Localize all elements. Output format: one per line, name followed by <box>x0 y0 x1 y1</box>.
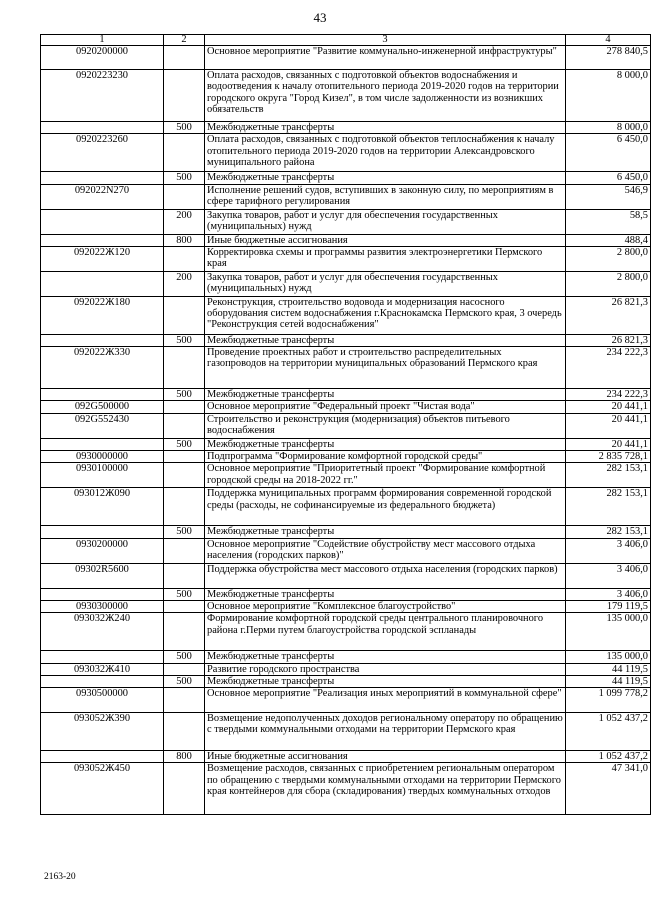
table-row <box>41 172 651 184</box>
amount-cell: 2 835 728,1 <box>566 451 651 463</box>
code-cell <box>41 234 164 246</box>
amount-cell: 3 406,0 <box>566 588 651 600</box>
name-cell: Межбюджетные трансферты <box>205 334 566 346</box>
type-cell <box>164 46 205 70</box>
table-row <box>41 451 651 463</box>
table-row <box>41 438 651 450</box>
table-row <box>41 134 651 172</box>
code-cell <box>41 526 164 538</box>
name-cell: Межбюджетные трансферты <box>205 675 566 687</box>
amount-cell: 1 052 437,2 <box>566 713 651 751</box>
name-cell: Основное мероприятие "Содействие обустройству мест массового отдыха населения (городских парков)" <box>205 538 566 563</box>
code-cell <box>41 334 164 346</box>
code-cell <box>41 438 164 450</box>
code-cell: 0920223230 <box>41 70 164 122</box>
table-row <box>41 389 651 401</box>
amount-cell: 6 450,0 <box>566 134 651 172</box>
table-row <box>41 296 651 334</box>
name-cell: Развитие городского пространства <box>205 663 566 675</box>
table-row <box>41 122 651 134</box>
type-cell: 500 <box>164 526 205 538</box>
amount-cell: 135 000,0 <box>566 651 651 663</box>
code-cell: 092022Ж120 <box>41 246 164 271</box>
amount-cell: 47 341,0 <box>566 763 651 815</box>
amount-cell: 546,9 <box>566 184 651 209</box>
table-row <box>41 563 651 588</box>
code-cell: 093032Ж410 <box>41 663 164 675</box>
code-cell: 0930000000 <box>41 451 164 463</box>
table-row <box>41 413 651 438</box>
amount-cell: 234 222,3 <box>566 347 651 389</box>
amount-cell: 20 441,1 <box>566 438 651 450</box>
table-row <box>41 46 651 70</box>
type-cell: 800 <box>164 751 205 763</box>
code-cell <box>41 651 164 663</box>
amount-cell: 26 821,3 <box>566 334 651 346</box>
amount-cell: 58,5 <box>566 209 651 234</box>
name-cell: Возмещение недополученных доходов региональному оператору по обращению с твердыми коммунальными отходами на территории Пермского края <box>205 713 566 751</box>
name-cell: Поддержка муниципальных программ формирования современной городской среды (расходы, не софинансируемые из федерального бюджета) <box>205 488 566 526</box>
code-cell: 0930200000 <box>41 538 164 563</box>
code-cell <box>41 122 164 134</box>
type-cell <box>164 246 205 271</box>
type-cell <box>164 401 205 413</box>
type-cell <box>164 538 205 563</box>
type-cell: 200 <box>164 271 205 296</box>
type-cell: 500 <box>164 172 205 184</box>
name-cell: Исполнение решений судов, вступивших в законную силу, по мероприятиям в сфере тарифного регулирования <box>205 184 566 209</box>
table-row <box>41 651 651 663</box>
amount-cell: 234 222,3 <box>566 389 651 401</box>
code-cell: 0920223260 <box>41 134 164 172</box>
table-row <box>41 184 651 209</box>
amount-cell: 179 119,5 <box>566 600 651 612</box>
name-cell: Межбюджетные трансферты <box>205 588 566 600</box>
table-row <box>41 751 651 763</box>
type-cell <box>164 688 205 713</box>
type-cell <box>164 600 205 612</box>
amount-cell: 44 119,5 <box>566 675 651 687</box>
code-cell <box>41 172 164 184</box>
name-cell: Межбюджетные трансферты <box>205 122 566 134</box>
name-cell: Межбюджетные трансферты <box>205 172 566 184</box>
name-cell: Иные бюджетные ассигнования <box>205 751 566 763</box>
table-row <box>41 526 651 538</box>
header-cell-4: 4 <box>566 35 651 46</box>
budget-table <box>40 34 651 815</box>
name-cell: Основное мероприятие "Реализация иных мероприятий в коммунальной сфере" <box>205 688 566 713</box>
type-cell <box>164 347 205 389</box>
name-cell: Иные бюджетные ассигнования <box>205 234 566 246</box>
type-cell <box>164 451 205 463</box>
type-cell <box>164 134 205 172</box>
amount-cell: 20 441,1 <box>566 401 651 413</box>
type-cell: 200 <box>164 209 205 234</box>
code-cell <box>41 209 164 234</box>
code-cell: 092022N270 <box>41 184 164 209</box>
amount-cell: 488,4 <box>566 234 651 246</box>
table-row <box>41 234 651 246</box>
amount-cell: 3 406,0 <box>566 538 651 563</box>
amount-cell: 1 052 437,2 <box>566 751 651 763</box>
amount-cell: 135 000,0 <box>566 613 651 651</box>
amount-cell: 6 450,0 <box>566 172 651 184</box>
amount-cell: 282 153,1 <box>566 526 651 538</box>
type-cell <box>164 613 205 651</box>
header-cell-3: 3 <box>205 35 566 46</box>
type-cell <box>164 413 205 438</box>
code-cell <box>41 588 164 600</box>
type-cell: 500 <box>164 334 205 346</box>
table-row <box>41 588 651 600</box>
table-row <box>41 613 651 651</box>
table-row <box>41 675 651 687</box>
name-cell: Основное мероприятие "Развитие коммунально-инженерной инфраструктуры" <box>205 46 566 70</box>
code-cell <box>41 271 164 296</box>
code-cell: 092022Ж330 <box>41 347 164 389</box>
document-code: 2163-20 <box>44 872 76 882</box>
name-cell: Проведение проектных работ и строительство распределительных газопроводов на территории муниципальных образований Пермского края <box>205 347 566 389</box>
code-cell: 0930500000 <box>41 688 164 713</box>
code-cell <box>41 751 164 763</box>
table-row <box>41 600 651 612</box>
code-cell: 092G500000 <box>41 401 164 413</box>
name-cell: Межбюджетные трансферты <box>205 389 566 401</box>
table-row <box>41 463 651 488</box>
code-cell <box>41 675 164 687</box>
name-cell: Реконструкция, строительство водовода и модернизация насосного оборудования систем водоснабжения г.Краснокамска Пермского края, 3 очередь "Реконструкция сетей водоснабжения" <box>205 296 566 334</box>
name-cell: Формирование комфортной городской среды центрального планировочного района г.Перми путем благоустройства городской эспланады <box>205 613 566 651</box>
amount-cell: 44 119,5 <box>566 663 651 675</box>
code-cell: 09302R5600 <box>41 563 164 588</box>
type-cell <box>164 184 205 209</box>
code-cell: 093052Ж390 <box>41 713 164 751</box>
amount-cell: 282 153,1 <box>566 488 651 526</box>
table-row <box>41 488 651 526</box>
type-cell: 500 <box>164 389 205 401</box>
name-cell: Строительство и реконструкция (модернизация) объектов питьевого водоснабжения <box>205 413 566 438</box>
name-cell: Закупка товаров, работ и услуг для обеспечения государственных (муниципальных) нужд <box>205 209 566 234</box>
type-cell <box>164 713 205 751</box>
type-cell: 500 <box>164 675 205 687</box>
type-cell: 800 <box>164 234 205 246</box>
table-row <box>41 663 651 675</box>
table-row <box>41 246 651 271</box>
type-cell <box>164 763 205 815</box>
name-cell: Межбюджетные трансферты <box>205 526 566 538</box>
type-cell: 500 <box>164 588 205 600</box>
name-cell: Корректировка схемы и программы развития электроэнергетики Пермского края <box>205 246 566 271</box>
name-cell: Закупка товаров, работ и услуг для обеспечения государственных (муниципальных) нужд <box>205 271 566 296</box>
name-cell: Оплата расходов, связанных с подготовкой объектов водоснабжения и водоотведения к началу отопительного периода 2019-2020 годов на территории городского округа "Город Кизел", в том числе задолженности из возникших обязательств <box>205 70 566 122</box>
header-cell-2: 2 <box>164 35 205 46</box>
code-cell: 093052Ж450 <box>41 763 164 815</box>
table-row <box>41 271 651 296</box>
name-cell: Подпрограмма "Формирование комфортной городской среды" <box>205 451 566 463</box>
code-cell: 0920200000 <box>41 46 164 70</box>
type-cell: 500 <box>164 651 205 663</box>
name-cell: Оплата расходов, связанных с подготовкой объектов теплоснабжения к началу отопительного периода 2019-2020 годов на территории Александровского муниципального района <box>205 134 566 172</box>
amount-cell: 20 441,1 <box>566 413 651 438</box>
code-cell: 093012Ж090 <box>41 488 164 526</box>
code-cell <box>41 389 164 401</box>
type-cell <box>164 296 205 334</box>
table-row <box>41 209 651 234</box>
type-cell <box>164 663 205 675</box>
amount-cell: 2 800,0 <box>566 271 651 296</box>
amount-cell: 1 099 778,2 <box>566 688 651 713</box>
table-row <box>41 688 651 713</box>
code-cell: 0930100000 <box>41 463 164 488</box>
type-cell <box>164 488 205 526</box>
amount-cell: 2 800,0 <box>566 246 651 271</box>
table-row <box>41 334 651 346</box>
code-cell: 092022Ж180 <box>41 296 164 334</box>
type-cell: 500 <box>164 438 205 450</box>
table-row <box>41 763 651 815</box>
amount-cell: 278 840,5 <box>566 46 651 70</box>
name-cell: Межбюджетные трансферты <box>205 651 566 663</box>
code-cell: 093032Ж240 <box>41 613 164 651</box>
name-cell: Основное мероприятие "Приоритетный проект "Формирование комфортной городской среды на 2018-2022 гг." <box>205 463 566 488</box>
table-row <box>41 70 651 122</box>
type-cell <box>164 463 205 488</box>
table-row <box>41 538 651 563</box>
name-cell: Основное мероприятие "Комплексное благоустройство" <box>205 600 566 612</box>
name-cell: Межбюджетные трансферты <box>205 438 566 450</box>
table-row <box>41 713 651 751</box>
amount-cell: 8 000,0 <box>566 70 651 122</box>
amount-cell: 26 821,3 <box>566 296 651 334</box>
name-cell: Возмещение расходов, связанных с приобретением региональным оператором по обращению с твердыми коммунальными отходами на территории Пермского края контейнеров для сбора (складирования) твердых коммунальных отходов <box>205 763 566 815</box>
amount-cell: 8 000,0 <box>566 122 651 134</box>
name-cell: Поддержка обустройства мест массового отдыха населения (городских парков) <box>205 563 566 588</box>
type-cell: 500 <box>164 122 205 134</box>
name-cell: Основное мероприятие "Федеральный проект "Чистая вода" <box>205 401 566 413</box>
header-cell-1: 1 <box>41 35 164 46</box>
code-cell: 0930300000 <box>41 600 164 612</box>
amount-cell: 3 406,0 <box>566 563 651 588</box>
type-cell <box>164 70 205 122</box>
header-row <box>41 35 651 46</box>
type-cell <box>164 563 205 588</box>
amount-cell: 282 153,1 <box>566 463 651 488</box>
table-row <box>41 401 651 413</box>
table-row <box>41 347 651 389</box>
code-cell: 092G552430 <box>41 413 164 438</box>
page-number: 43 <box>313 10 327 25</box>
